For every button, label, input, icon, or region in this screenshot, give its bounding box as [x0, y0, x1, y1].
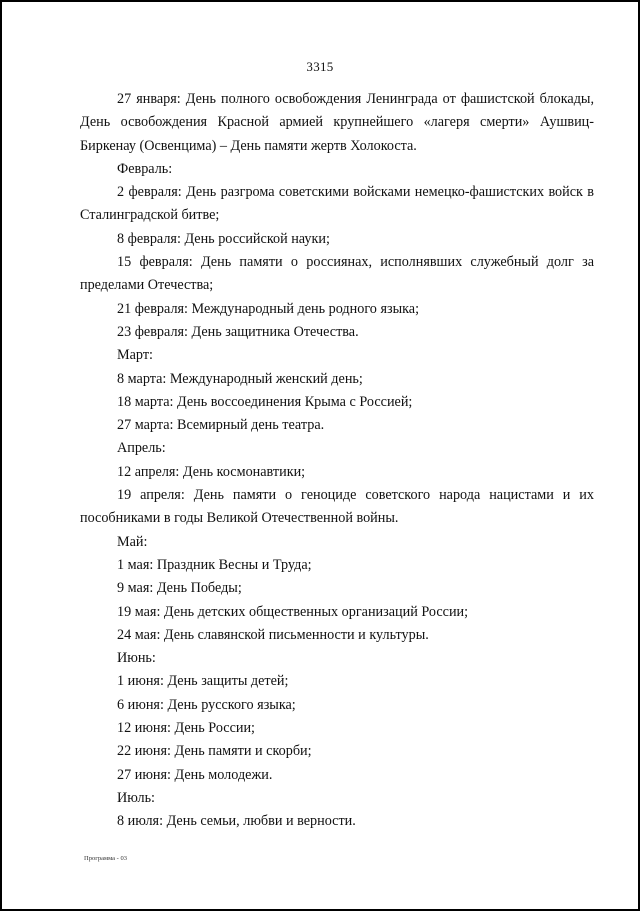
paragraph-may-9: 9 мая: День Победы; [117, 580, 242, 597]
paragraph-march-27: 27 марта: Всемирный день театра. [117, 417, 325, 434]
paragraph-june-12: 12 июня: День России; [117, 720, 255, 737]
paragraph-april-12: 12 апреля: День космонавтики; [117, 463, 306, 480]
paragraph-may-19: 19 мая: День детских общественных организаций России; [117, 603, 469, 620]
paragraph-june-22: 22 июня: День памяти и скорби; [117, 743, 312, 760]
month-heading-april: Апрель: [117, 440, 166, 457]
page-footer: Программа - 03 [84, 855, 127, 862]
paragraph-june-1: 1 июня: День защиты детей; [117, 673, 289, 690]
paragraph-may-1: 1 мая: Праздник Весны и Труда; [117, 556, 312, 573]
month-heading-july: Июль: [117, 789, 155, 806]
paragraph-february-8: 8 февраля: День российской науки; [117, 230, 330, 247]
paragraph-march-18: 18 марта: День воссоединения Крыма с Россией; [117, 393, 413, 410]
paragraph-july-8: 8 июля: День семьи, любви и верности. [117, 813, 356, 830]
document-body [80, 88, 594, 834]
paragraph-february-23: 23 февраля: День защитника Отечества. [117, 323, 359, 340]
paragraph-may-24: 24 мая: День славянской письменности и культуры. [117, 626, 429, 643]
paragraph-june-27: 27 июня: День молодежи. [117, 766, 273, 783]
month-heading-march: Март: [117, 347, 153, 364]
page-number: 3315 [306, 59, 334, 74]
paragraph-march-8: 8 марта: Международный женский день; [117, 370, 363, 387]
paragraph-february-21: 21 февраля: Международный день родного языка; [117, 300, 420, 317]
paragraph-february-2: 2 февраля: День разгрома советскими войсками немецко-фашистских войск в Сталинградской битве; [80, 184, 594, 224]
month-heading-june: Июнь: [117, 650, 156, 667]
month-heading-may: Май: [117, 533, 148, 550]
paragraph-april-19: 19 апреля: День памяти о геноциде советского народа нацистами и их пособниками в годы Великой Отечественной войны. [80, 487, 594, 527]
paragraph-june-6: 6 июня: День русского языка; [117, 696, 296, 713]
month-heading-february: Февраль: [117, 160, 173, 177]
paragraph-january-27: 27 января: День полного освобождения Ленинграда от фашистской блокады, День освобождения Красной армией крупнейшего «лагеря смерти» Аушвиц-Биркенау (Освенцима) – День памяти жертв Холокоста. [80, 91, 594, 154]
paragraph-february-15: 15 февраля: День памяти о россиянах, исполнявших служебный долг за пределами Отечества; [80, 254, 594, 294]
